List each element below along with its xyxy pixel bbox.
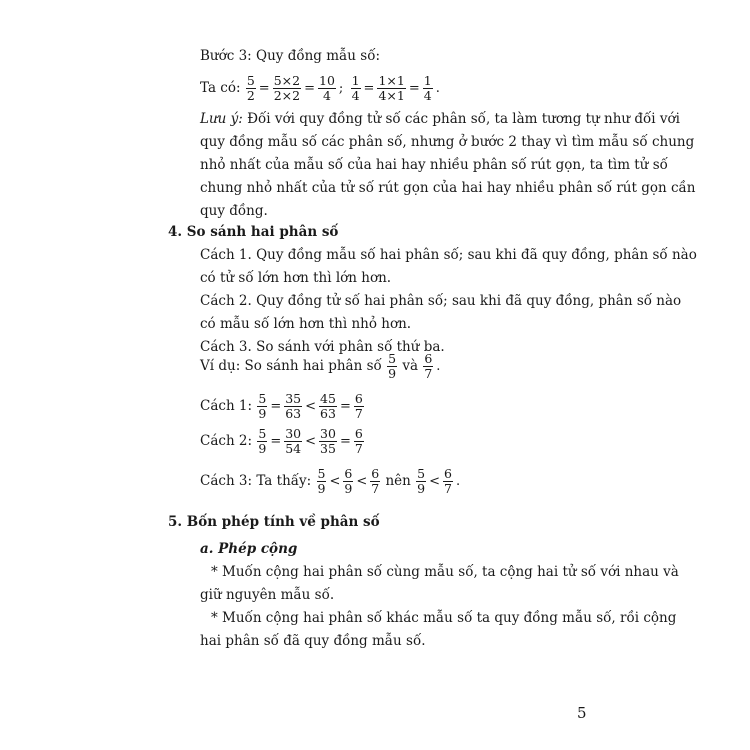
note-label: Lưu ý: <box>200 111 243 127</box>
fraction: $\frac{6}{7}$ <box>424 351 433 381</box>
cach2-line-1: Cách 2. Quy đồng tử số hai phân số; sau khi đã quy đồng, phân số nào <box>200 293 682 309</box>
fraction: $\frac{1}{4}$ <box>351 73 360 103</box>
note-line-4: chung nhỏ nhất của tử số rút gọn của hai hay nhiều phân số rút gọn cần <box>200 180 696 196</box>
step3-equation: Ta có: $\frac{5}{2}$ = $\frac{5\times 2}{2\times 2}$ = $\frac{10}{4}$ ; $\frac{1}{4}$ = $\frac{1\times 1}{4\times 1}$ = $\frac{1}{4}$ . <box>200 73 440 103</box>
cach2-line-2: có mẫu số lớn hơn thì nhỏ hơn. <box>200 316 412 332</box>
fraction: $\frac{5}{9}$ <box>388 351 397 381</box>
fraction: $\frac{6}{7}$ <box>444 466 452 496</box>
fraction: $\frac{5}{9}$ <box>258 391 267 421</box>
note-line-1: Lưu ý: Đối với quy đồng tử số các phân số, ta làm tương tự như đối với <box>200 111 680 127</box>
fraction: $\frac{1}{4}$ <box>423 73 432 103</box>
fraction: $\frac{5\times 2}{2\times 2}$ <box>273 73 301 103</box>
step3-title: Bước 3: Quy đồng mẫu số: <box>200 48 381 64</box>
fraction: $\frac{6}{7}$ <box>371 466 380 496</box>
fraction: $\frac{5}{9}$ <box>417 466 426 496</box>
cach1-line-2: có tử số lớn hơn thì lớn hơn. <box>200 270 392 286</box>
note-line-5: quy đồng. <box>200 203 268 219</box>
cach1-line-1: Cách 1. Quy đồng mẫu số hai phân số; sau khi đã quy đồng, phân số nào <box>200 247 697 263</box>
example-line: Ví dụ: So sánh hai phân số $\frac{5}{9}$ và $\frac{6}{7}$ . <box>200 351 441 381</box>
fraction: $\frac{6}{7}$ <box>354 391 363 421</box>
note-line-2: quy đồng mẫu số các phân số, nhưng ở bước 2 thay vì tìm mẫu số chung <box>200 134 695 150</box>
rule1-line-1: * Muốn cộng hai phân số cùng mẫu số, ta cộng hai tử số với nhau và <box>211 564 679 580</box>
fraction: $\frac{1\times 1}{4\times 1}$ <box>378 73 405 103</box>
note-line-3: nhỏ nhất của mẫu số của hai hay nhiều phân số rút gọn, ta tìm tử số <box>200 157 668 173</box>
cach1-example: Cách 1: $\frac{5}{9}$ = $\frac{35}{63}$ < $\frac{45}{63}$ = $\frac{6}{7}$ <box>200 391 363 421</box>
section5-heading: 5. Bốn phép tính về phân số <box>168 514 380 530</box>
rule1-line-2: giữ nguyên mẫu số. <box>200 587 335 603</box>
fraction: $\frac{6}{7}$ <box>354 426 363 456</box>
fraction: $\frac{5}{9}$ <box>317 466 326 496</box>
rule2-line-2: hai phân số đã quy đồng mẫu số. <box>200 633 426 649</box>
fraction: $\frac{30}{54}$ <box>285 426 302 456</box>
section4-heading: 4. So sánh hai phân số <box>168 224 339 240</box>
fraction: $\frac{35}{63}$ <box>285 391 302 421</box>
fraction: $\frac{10}{4}$ <box>319 73 335 103</box>
fraction: $\frac{5}{9}$ <box>258 426 267 456</box>
cach2-example: Cách 2: $\frac{5}{9}$ = $\frac{30}{54}$ < $\frac{30}{35}$ = $\frac{6}{7}$ <box>200 426 363 456</box>
cach3-line: Cách 3. So sánh với phân số thứ ba. <box>200 339 445 355</box>
step3-prefix: Ta có: <box>200 80 241 96</box>
section5-sub-a: a. Phép cộng <box>200 541 298 557</box>
fraction: $\frac{30}{35}$ <box>320 426 336 456</box>
page-number: 5 <box>577 704 587 722</box>
fraction: $\frac{6}{9}$ <box>344 466 353 496</box>
cach3-example: Cách 3: Ta thấy: $\frac{5}{9}$ < $\frac{6}{9}$ < $\frac{6}{7}$ nên $\frac{5}{9}$ < $\frac{6}{7}$ . <box>200 466 461 496</box>
fraction: $\frac{5}{2}$ <box>246 73 255 103</box>
fraction: $\frac{45}{63}$ <box>320 391 336 421</box>
rule2-line-1: * Muốn cộng hai phân số khác mẫu số ta quy đồng mẫu số, rồi cộng <box>211 610 677 626</box>
